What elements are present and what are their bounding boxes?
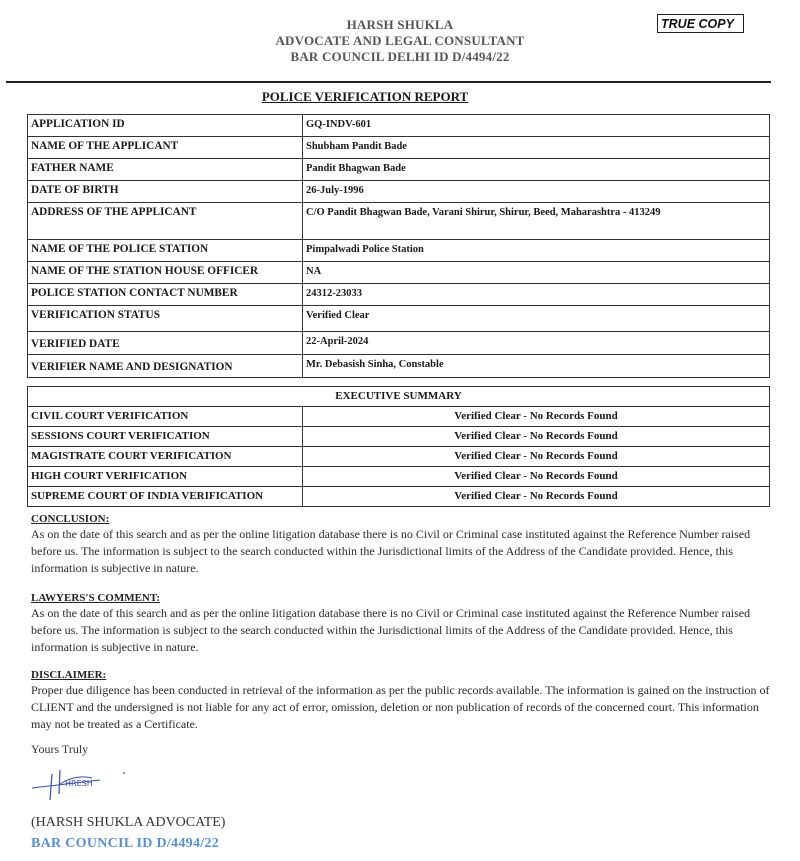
summary-header-row [28,387,770,407]
advocate-name: HARSH SHUKLA [346,17,454,32]
table-row [28,262,770,284]
field-value: Mr. Debasish Sinha, Constable [303,355,770,378]
table-row [28,407,770,427]
table-row [28,240,770,262]
table-row [28,284,770,306]
field-value: Shubham Pandit Bade [303,137,770,159]
court-status: Verified Clear - No Records Found [303,427,770,447]
signatory-bar-council-id: BAR COUNCIL ID D/4494/22 [31,836,220,851]
applicant-details-table [27,114,770,378]
table-row [28,115,770,137]
field-label: APPLICATION ID [28,115,303,137]
report-title: POLICE VERIFICATION REPORT [261,89,469,104]
summary-title: EXECUTIVE SUMMARY [28,387,770,407]
conclusion-section [31,512,771,577]
court-status: Verified Clear - No Records Found [303,467,770,487]
disclaimer-heading: DISCLAIMER: [31,669,107,681]
disclaimer-section [31,668,771,733]
field-label: POLICE STATION CONTACT NUMBER [28,284,303,306]
table-row [28,355,770,378]
table-row [28,137,770,159]
field-label: VERIFIER NAME AND DESIGNATION [28,355,303,378]
table-row [28,159,770,181]
field-value: Pimpalwadi Police Station [303,240,770,262]
field-value: Verified Clear [303,306,770,332]
field-label: NAME OF THE POLICE STATION [28,240,303,262]
field-label: FATHER NAME [28,159,303,181]
signature-icon [30,762,130,802]
lawyers-comment-heading: LAWYERS'S COMMENT: [31,592,161,604]
field-value: 24312-23033 [303,284,770,306]
field-label: NAME OF THE STATION HOUSE OFFICER [28,262,303,284]
court-label: HIGH COURT VERIFICATION [28,467,303,487]
field-value: NA [303,262,770,284]
table-row [28,332,770,355]
signature-text: HRESH [65,779,93,788]
field-value: Pandit Bhagwan Bade [303,159,770,181]
table-row [28,203,770,240]
field-value: 26-July-1996 [303,181,770,203]
header-divider [6,81,771,83]
court-label: SUPREME COURT OF INDIA VERIFICATION [28,487,303,507]
table-row [28,467,770,487]
field-label: NAME OF THE APPLICANT [28,137,303,159]
court-label: CIVIL COURT VERIFICATION [28,407,303,427]
field-value: C/O Pandit Bhagwan Bade, Varani Shirur, Shirur, Beed, Maharashtra - 413249 [303,203,770,240]
lawyers-comment-text: As on the date of this search and as per the online litigation database there is no Civil or Criminal case instituted against the Reference Number raised before us. The information is subject to the search conducted within the Jurisdictional limits of the Address of the Candidate provided. Hence, this information is subjective in nature. [31,606,751,654]
field-label: ADDRESS OF THE APPLICANT [28,203,303,240]
advocate-title: ADVOCATE AND LEGAL CONSULTANT [275,33,525,48]
true-copy-stamp: TRUE COPY [657,14,744,33]
field-label: VERIFICATION STATUS [28,306,303,332]
disclaimer-text: Proper due diligence has been conducted in retrieval of the information as per the public records available. The information is gained on the instruction of CLIENT and the undersigned is not liable for any act of error, omission, deletion or non publication of records of the concerned court. This information may not be treated as a Certificate. [31,683,770,731]
lawyers-comment-section [31,591,771,656]
signatory-name: (HARSH SHUKLA ADVOCATE) [31,815,226,830]
bar-council-header: BAR COUNCIL DELHI ID D/4494/22 [290,49,510,64]
table-row [28,487,770,507]
table-row [28,427,770,447]
court-status: Verified Clear - No Records Found [303,487,770,507]
table-row [28,181,770,203]
closing-salutation: Yours Truly [31,742,89,756]
field-label: VERIFIED DATE [28,332,303,355]
field-label: DATE OF BIRTH [28,181,303,203]
field-value: GQ-INDV-601 [303,115,770,137]
court-label: SESSIONS COURT VERIFICATION [28,427,303,447]
field-value: 22-April-2024 [303,332,770,355]
table-row [28,447,770,467]
executive-summary-table [27,386,770,507]
court-status: Verified Clear - No Records Found [303,407,770,427]
conclusion-heading: CONCLUSION: [31,513,110,525]
court-status: Verified Clear - No Records Found [303,447,770,467]
table-row [28,306,770,332]
conclusion-text: As on the date of this search and as per the online litigation database there is no Civil or Criminal case instituted against the Reference Number raised before us. The information is subject to the search conducted within the Jurisdictional limits of the Address of the Candidate provided. Hence, this information is subjective in nature. [31,527,751,575]
court-label: MAGISTRATE COURT VERIFICATION [28,447,303,467]
